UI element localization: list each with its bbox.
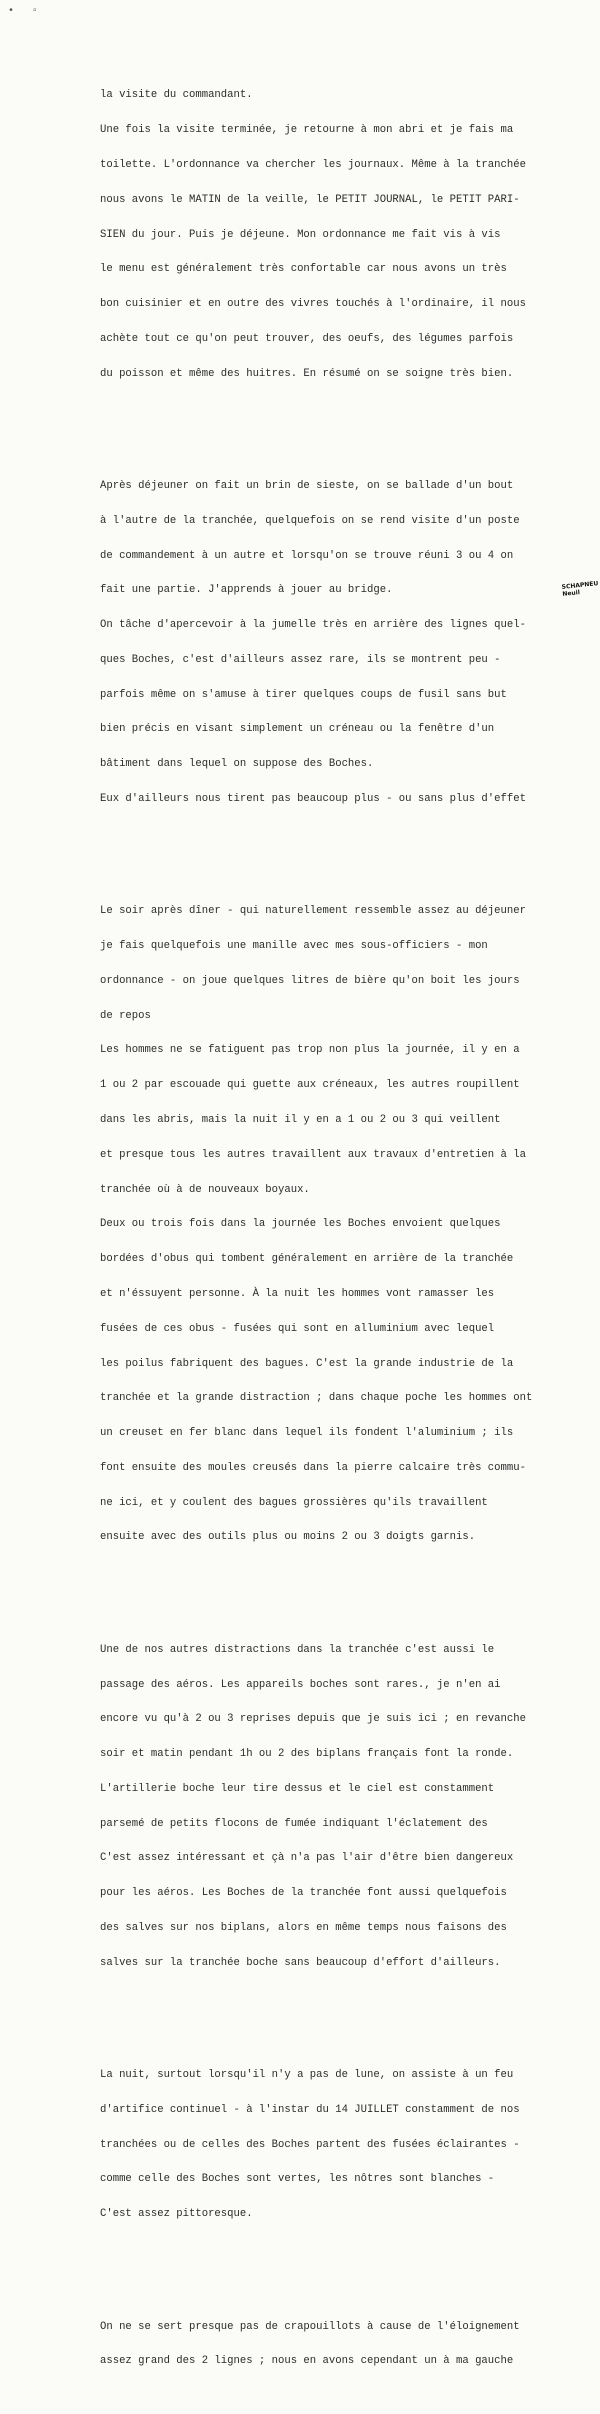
text-line: On ne se sert presque pas de crapouillots à cause de l'éloignement: [100, 2320, 520, 2333]
text-line: dans les abris, mais la nuit il y en a 1 ou 2 ou 3 qui veillent: [100, 1114, 501, 1127]
text-line: C'est assez intéressant et çà n'a pas l'air d'être bien dangereux: [100, 1852, 514, 1865]
text-line: L'artillerie boche leur tire dessus et le ciel est constamment: [100, 1782, 495, 1795]
text-line: et presque tous les autres travaillent aux travaux d'entretien à la: [100, 1148, 526, 1161]
text-line: Une fois la visite terminée, je retourne à mon abri et je fais ma: [100, 124, 514, 137]
text-line: On tâche d'apercevoir à la jumelle très en arrière des lignes quel-: [100, 619, 526, 632]
text-line: Une de nos autres distractions dans la tranchée c'est aussi le: [100, 1643, 495, 1656]
text-line: bordées d'obus qui tombent généralement en arrière de la tranchée: [100, 1253, 514, 1266]
text-line: Deux ou trois fois dans la journée les Boches envoient quelques: [100, 1218, 501, 1231]
text-line: ne ici, et y coulent des bagues grossières qu'ils travaillent: [100, 1496, 488, 1509]
note-line: Neuil: [562, 589, 581, 598]
text-line: fait une partie. J'apprends à jouer au bridge.: [100, 584, 393, 597]
text-line: ques Boches, c'est d'ailleurs assez rare, ils se montrent peu -: [100, 653, 501, 666]
text-line: tranchée où à de nouveaux boyaux.: [100, 1183, 310, 1196]
text-line: nous avons le MATIN de la veille, le PETIT JOURNAL, le PETIT PARI-: [100, 193, 520, 206]
text-line: de commandement à un autre et lorsqu'on se trouve réuni 3 ou 4 on: [100, 549, 514, 562]
text-line: et n'éssuyent personne. À la nuit les hommes vont ramasser les: [100, 1287, 495, 1300]
text-line: achète tout ce qu'on peut trouver, des oeufs, des légumes parfois: [100, 332, 514, 345]
text-line: Après déjeuner on fait un brin de sieste, on se ballade d'un bout: [100, 479, 514, 492]
text-line: fusées de ces obus - fusées qui sont en alluminium avec lequel: [100, 1322, 495, 1335]
text-line: je fais quelquefois une manille avec mes sous-officiers - mon: [100, 940, 488, 953]
paragraph-gap: [100, 2267, 598, 2275]
text-line: le menu est généralement très confortable car nous avons un très: [100, 263, 507, 276]
text-line: passage des aéros. Les appareils boches sont rares., je n'en ai: [100, 1678, 501, 1691]
text-line: du poisson et même des huitres. En résumé on se soigne très bien.: [100, 367, 514, 380]
text-line: soir et matin pendant 1h ou 2 des biplans français font la ronde.: [100, 1748, 514, 1761]
text-line: C'est assez pittoresque.: [100, 2208, 253, 2221]
paragraph-gap: [100, 1590, 598, 1598]
paragraph: [100, 67, 598, 403]
text-line: Les hommes ne se fatiguent pas trop non plus la journée, il y en a: [100, 1044, 520, 1057]
text-line: tranchées ou de celles des Boches partent des fusées éclairantes -: [100, 2138, 520, 2151]
text-line: d'artifice continuel - à l'instar du 14 JUILLET constamment de nos: [100, 2103, 520, 2116]
text-line: un creuset en fer blanc dans lequel ils fondent l'aluminium ; ils: [100, 1427, 514, 1440]
paragraph: [100, 2298, 598, 2391]
text-line: comme celle des Boches sont vertes, les nôtres sont blanches -: [100, 2173, 495, 2186]
text-line: 1 ou 2 par escouade qui guette aux créneaux, les autres roupillent: [100, 1079, 520, 1092]
text-line: font ensuite des moules creusés dans la pierre calcaire très commu-: [100, 1461, 526, 1474]
text-line: pour les aéros. Les Boches de la tranchée font aussi quelquefois: [100, 1887, 507, 1900]
paragraph: [100, 883, 598, 1567]
letter-body: [100, 44, 598, 2414]
text-line: ensuite avec des outils plus ou moins 2 ou 3 doigts garnis.: [100, 1531, 476, 1544]
text-line: La nuit, surtout lorsqu'il n'y a pas de lune, on assiste à un feu: [100, 2069, 514, 2082]
text-line: bon cuisinier et en outre des vivres touchés à l'ordinaire, il nous: [100, 298, 526, 311]
text-line: bâtiment dans lequel on suppose des Boches.: [100, 758, 374, 771]
text-line: assez grand des 2 lignes ; nous en avons cependant un à ma gauche: [100, 2355, 514, 2368]
text-line: ordonnance - on joue quelques litres de bière qu'on boit les jours: [100, 974, 520, 987]
corner-marks: • ▫: [8, 6, 45, 17]
paragraph-gap: [100, 852, 598, 860]
text-line: parfois même on s'amuse à tirer quelques coups de fusil sans but: [100, 688, 507, 701]
paragraph-gap: [100, 427, 598, 435]
text-line: de repos: [100, 1009, 151, 1022]
paragraph: [100, 458, 598, 829]
text-line: Eux d'ailleurs nous tirent pas beaucoup plus - ou sans plus d'effet: [100, 793, 526, 805]
text-line: salves sur la tranchée boche sans beaucoup d'effort d'ailleurs.: [100, 1956, 501, 1969]
text-line: bien précis en visant simplement un créneau ou la fenêtre d'un: [100, 723, 495, 736]
paragraph: [100, 2047, 598, 2244]
note-line: SCHAPNEU: [561, 580, 599, 591]
text-line: à l'autre de la tranchée, quelquefois on se rend visite d'un poste: [100, 514, 520, 527]
paragraph-gap: [100, 2016, 598, 2024]
text-line: encore vu qu'à 2 ou 3 reprises depuis que je suis ici ; en revanche: [100, 1713, 526, 1726]
text-line: parsemé de petits flocons de fumée indiquant l'éclatement des: [100, 1817, 488, 1830]
text-line: toilette. L'ordonnance va chercher les journaux. Même à la tranchée: [100, 158, 526, 171]
paragraph: [100, 1622, 598, 1993]
text-line: des salves sur nos biplans, alors en même temps nous faisons des: [100, 1922, 507, 1934]
text-line: tranchée et la grande distraction ; dans chaque poche les hommes ont: [100, 1392, 533, 1405]
text-line: les poilus fabriquent des bagues. C'est la grande industrie de la: [100, 1357, 514, 1370]
text-line: SIEN du jour. Puis je déjeune. Mon ordonnance me fait vis à vis: [100, 228, 501, 241]
text-line: Le soir après dîner - qui naturellement ressemble assez au déjeuner: [100, 905, 526, 918]
text-line: la visite du commandant.: [100, 89, 253, 102]
